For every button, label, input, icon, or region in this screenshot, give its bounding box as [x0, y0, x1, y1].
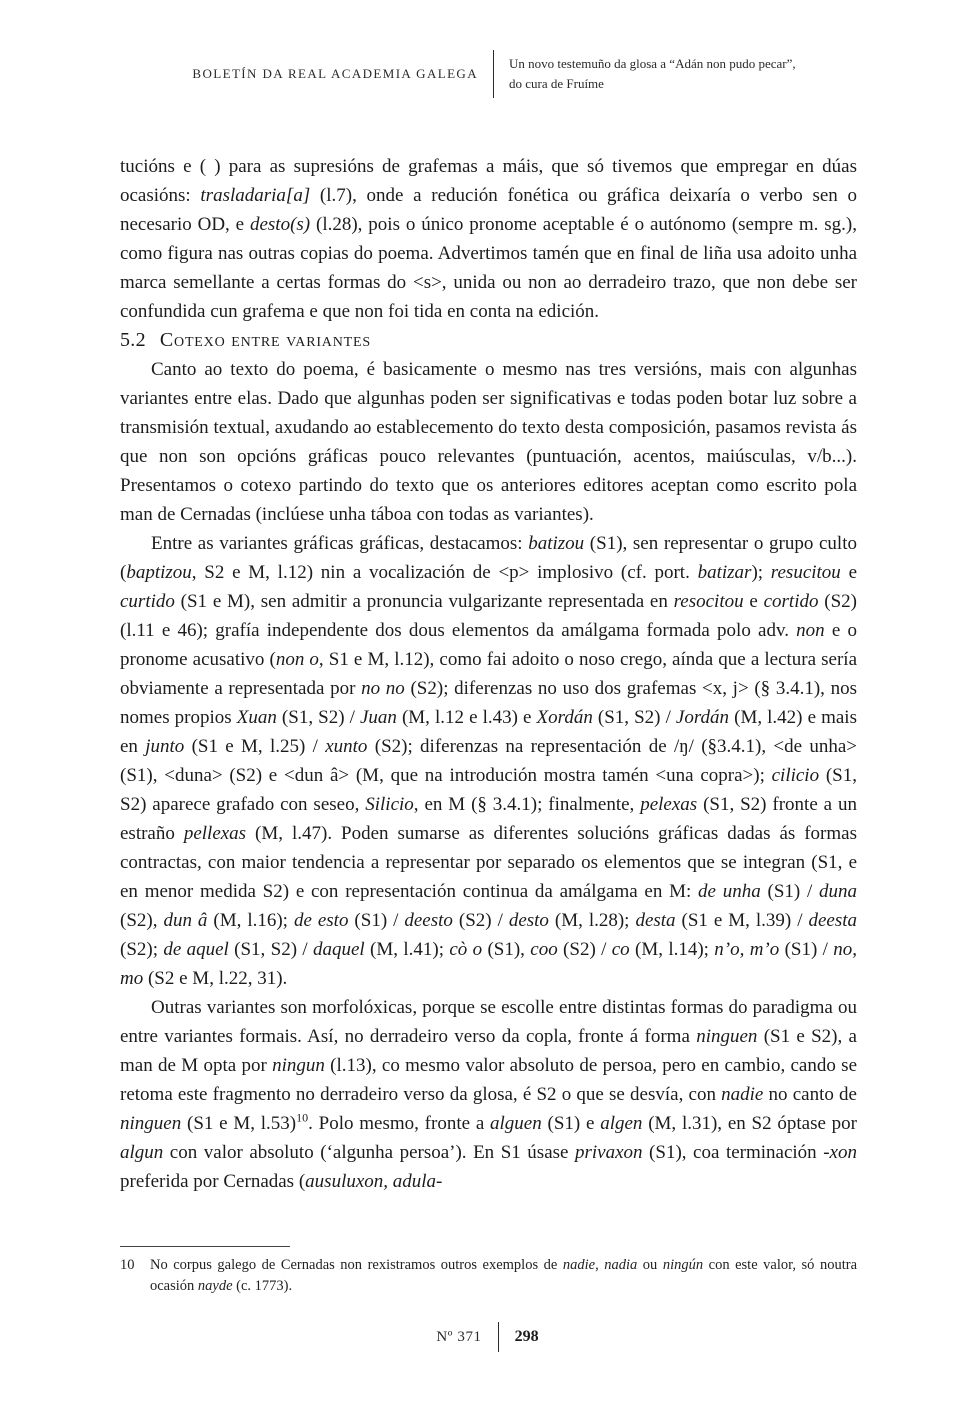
article-title-line2: do cura de Fruíme — [509, 76, 604, 91]
footnote-number: 10 — [120, 1257, 135, 1273]
body-paragraph-1: tucións e ( ) para as supresións de grafemas a máis, que só tivemos que empregar en dúas ocasións: trasladaria[a] (l.7), onde a redución fonética ou gráfica deixaría o verbo sen o necesario OD, e desto(s) (l.28), pois o único pronome aceptable é o autónomo (sempre m. sg.), como figura nas outras copias do poema. Advertimos tamén que en final de liña usa adoito unha marca semellante a certas formas do <s>, unida ou non ao derradeiro trazo, que non debe ser confundida cun grafema e que non foi tida en conta na edición. — [120, 156, 857, 322]
footnote-rule — [120, 1246, 290, 1247]
header-divider — [493, 50, 494, 98]
footnote-text: No corpus galego de Cernadas non rexistramos outros exemplos de nadie, nadia ou ningún con este valor, só noutra ocasión nayde (c. 1773). — [150, 1257, 858, 1294]
article-title-line1: Un novo testemuño da glosa a “Adán non pudo pecar”, — [509, 56, 796, 71]
body-paragraph-2: Canto ao texto do poema, é basicamente o mesmo nas tres versións, mais con algunhas variantes entre elas. Dado que algunhas poden ser significativas e todas poden botar luz sobre a transmisión textual, axudando ao establecemento do texto desta composición, pasamos revista ás que non son opcións gráficas pouco relevantes (puntuación, acentos, maiúsculas, v/b...). Presentamos o cotexo partindo do texto que os anteriores editores aceptan como escrito pola man de Cernadas (inclúese unha táboa con todas as variantes). — [120, 359, 857, 525]
journal-title: BOLETÍN DA REAL ACADEMIA GALEGA — [192, 66, 478, 81]
section-title: Cotexo entre variantes — [159, 329, 371, 351]
footer-divider — [498, 1322, 499, 1352]
issue-number: Nº 371 — [436, 1328, 482, 1345]
page-header — [120, 50, 865, 98]
page-number: 298 — [514, 1328, 539, 1345]
section-number: 5.2 — [120, 329, 146, 351]
article-title — [509, 54, 796, 94]
body-paragraph-3: Entre as variantes gráficas gráficas, destacamos: batizou (S1), sen representar o grupo culto (baptizou, S2 e M, l.12) nin a vocalización de <p> implosivo (cf. port. batizar); resucitou e curtido (S1 e M), sen admitir a pronuncia vulgarizante representada en resocitou e cortido (S2) (l.11 e 46); grafía independente dos dous elementos da amálgama formada polo adv. non e o pronome acusativo (non o, S1 e M, l.12), como fai adoito o noso crego, aínda que a lectura sería obviamente a representada por no no (S2); diferenzas no uso dos grafemas <x, j> (§ 3.4.1), nos nomes propios Xuan (S1, S2) / Juan (M, l.12 e l.43) e Xordán (S1, S2) / Jordán (M, l.42) e mais en junto (S1 e M, l.25) / xunto (S2); diferenzas na representación de /ŋ/ (§3.4.1), <de unha> (S1), <duna> (S2) e <dun â> (M, que na introdución mostra tamén <una copra>); cilicio (S1, S2) aparece grafado con seseo, Silicio, en M (§ 3.4.1); finalmente, pelexas (S1, S2) fronte a un estraño pellexas (M, l.47). Poden sumarse as diferentes solucións gráficas dadas ás formas contractas, con maior tendencia a representar por separado os elementos que se integran (S1, e en menor medida S2) e con representación continua da amálgama en M: de unha (S1) / duna (S2), dun â (M, l.16); de esto (S1) / deesto (S2) / desto (M, l.28); desta (S1 e M, l.39) / deesta (S2); de aquel (S1, S2) / daquel (M, l.41); cò o (S1), coo (S2) / co (M, l.14); n’o, m’o (S1) / no, mo (S2 e M, l.22, 31). — [120, 533, 858, 989]
footnote-block — [120, 1246, 857, 1297]
body-paragraph-4: Outras variantes son morfolóxicas, porque se escolle entre distintas formas do paradigma ou entre variantes formais. Así, no derradeiro verso da copla, fronte á forma ninguen (S1 e S2), a man de M opta por ningun (l.13), co mesmo valor absoluto de persoa, pero en cambio, cando se retoma este fragmento no derradeiro verso da glosa, é S2 o que se desvía, con nadie no canto de ninguen (S1 e M, l.53)$^{10}$. Polo mesmo, fronte a alguen (S1) e algen (M, l.31), en S2 óptase por algun con valor absoluto (‘algunha persoa’). En S1 úsase privaxon (S1), coa terminación -xon preferida por Cernadas (ausuluxon, adula- — [120, 997, 858, 1192]
section-heading — [120, 326, 857, 355]
footnote — [120, 1255, 857, 1297]
page-footer — [0, 1322, 975, 1352]
article-body — [120, 152, 857, 1196]
